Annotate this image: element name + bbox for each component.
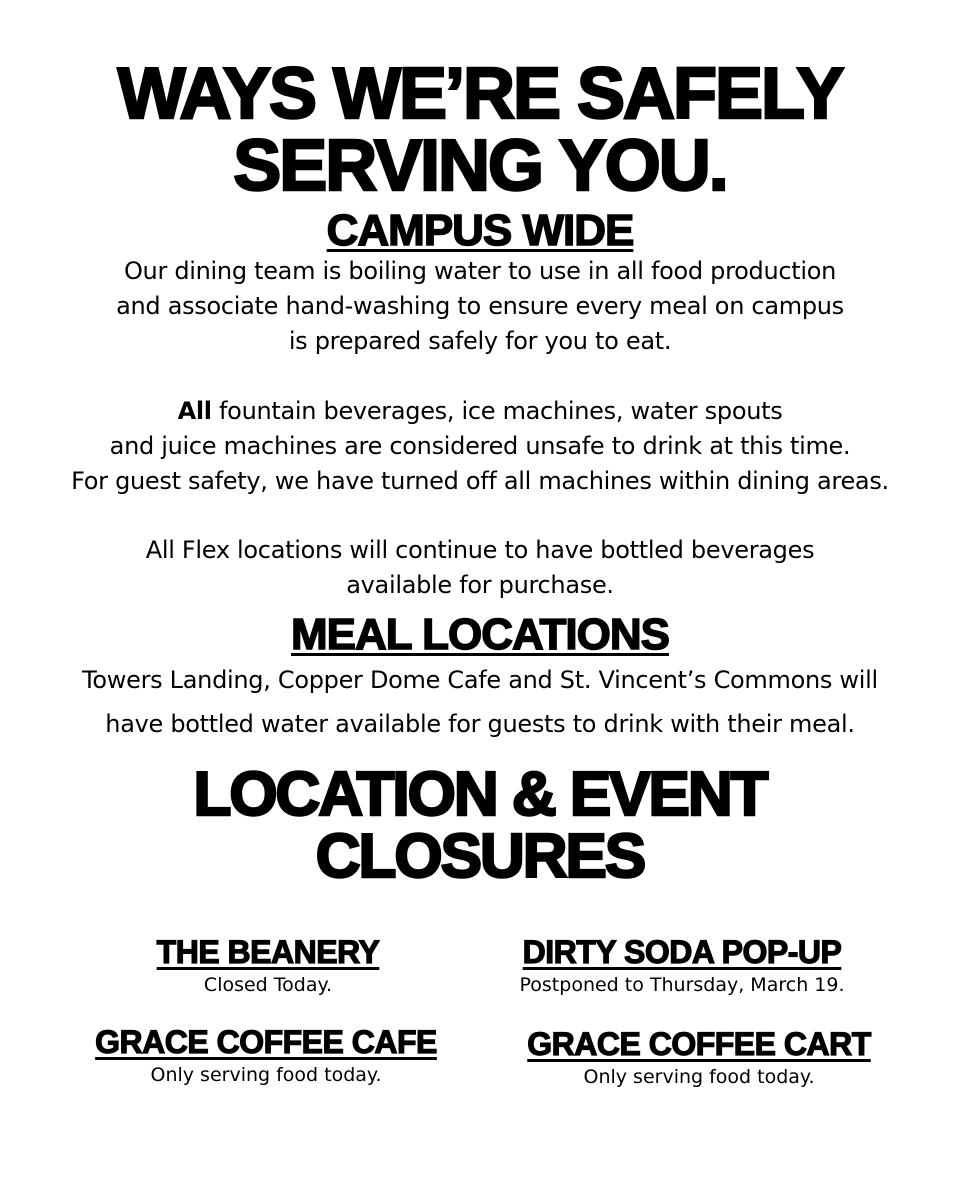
closure-item-dirty-soda bbox=[476, 934, 888, 998]
closure-item-grace-coffee-cafe bbox=[60, 1024, 472, 1088]
campus-wide-paragraph-1 bbox=[0, 254, 960, 359]
closure-note: Postponed to Thursday, March 19. bbox=[519, 974, 845, 996]
closure-note: Closed Today. bbox=[203, 974, 333, 996]
campus-wide-heading: CAMPUS WIDE bbox=[326, 206, 634, 255]
page-title bbox=[0, 54, 960, 206]
page-title-line-1: WAYS WE’RE SAFELY bbox=[117, 54, 843, 134]
closure-title: GRACE COFFEE CAFE bbox=[95, 1024, 437, 1060]
closure-title: GRACE COFFEE CART bbox=[527, 1026, 871, 1062]
closure-title: DIRTY SODA POP-UP bbox=[522, 934, 842, 970]
closure-item-grace-coffee-cart bbox=[488, 1026, 910, 1090]
text-line bbox=[0, 394, 960, 429]
bold-lead: All bbox=[177, 397, 212, 425]
campus-wide-paragraph-3 bbox=[0, 533, 960, 603]
text-fragment: fountain beverages, ice machines, water spouts bbox=[211, 397, 783, 425]
closure-item-beanery bbox=[68, 934, 468, 998]
text-line: and associate hand-washing to ensure every meal on campus bbox=[116, 292, 844, 320]
closure-note: Only serving food today. bbox=[150, 1064, 382, 1086]
meal-locations-heading: MEAL LOCATIONS bbox=[291, 610, 669, 659]
text-line: Towers Landing, Copper Dome Cafe and St. Vincent’s Commons will bbox=[82, 666, 878, 694]
closure-title: THE BEANERY bbox=[156, 934, 380, 970]
text-line: For guest safety, we have turned off all machines within dining areas. bbox=[71, 467, 889, 495]
campus-wide-paragraph-2 bbox=[0, 394, 960, 499]
text-line: All Flex locations will continue to have bottled beverages bbox=[145, 536, 815, 564]
page-title-line-2: SERVING YOU. bbox=[233, 126, 727, 206]
text-line: is prepared safely for you to eat. bbox=[288, 327, 672, 355]
text-line: have bottled water available for guests to drink with their meal. bbox=[105, 710, 855, 738]
meal-locations-text bbox=[0, 658, 960, 746]
text-line: available for purchase. bbox=[346, 571, 614, 599]
closures-heading-line-2: CLOSURES bbox=[315, 822, 645, 891]
closures-heading-line-1: LOCATION & EVENT bbox=[193, 760, 767, 829]
closure-note: Only serving food today. bbox=[583, 1066, 815, 1088]
closures-heading bbox=[0, 760, 960, 891]
text-line: Our dining team is boiling water to use in all food production bbox=[123, 257, 837, 285]
text-line: and juice machines are considered unsafe to drink at this time. bbox=[109, 432, 851, 460]
